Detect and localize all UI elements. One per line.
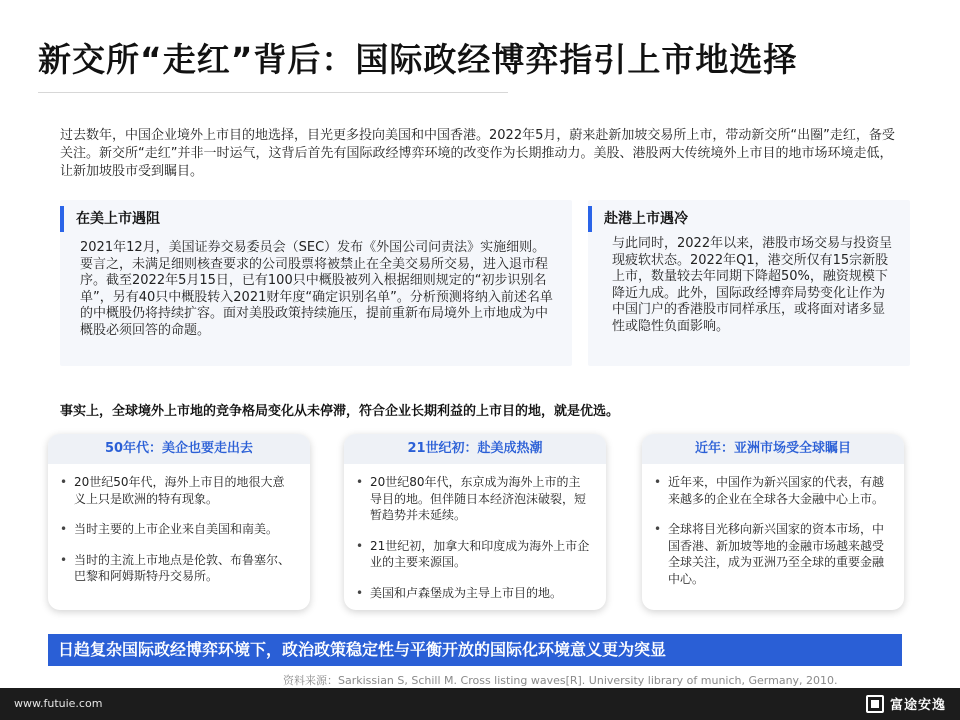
source-citation: 资料来源：Sarkissian S, Schill M. Cross listing waves[R]. University library of munich, Germany, 2010.	[283, 674, 838, 687]
list-item: • 21世纪初，加拿大和印度成为海外上市企业的主要来源国。	[356, 538, 590, 571]
era-card-heading: 近年：亚洲市场受全球瞩目	[642, 434, 904, 464]
list-item: • 20世纪80年代，东京成为海外上市的主导目的地。但伴随日本经济泡沫破裂，短暂趋势并未延续。	[356, 474, 590, 524]
footer-url[interactable]: www.futuie.com	[14, 697, 103, 710]
us-listing-panel	[60, 200, 572, 366]
us-listing-heading: 在美上市遇阻	[76, 211, 160, 227]
intro-paragraph: 过去数年，中国企业境外上市目的地选择，目光更多投向美国和中国香港。2022年5月，蔚来赴新加坡交易所上市，带动新交所“出圈”走红，备受关注。新交所“走红”并非一时运气，这背后首先有国际政经博弈环境的改变作为长期推动力。美股、港股两大传统境外上市目的地市场环境走低，让新加坡股市受到瞩目。	[60, 128, 895, 179]
footer-bar	[0, 688, 960, 720]
list-item: • 当时主要的上市企业来自美国和南美。	[60, 521, 294, 538]
panel-accent-bar	[60, 206, 64, 232]
era-card-heading: 50年代：美企也要走出去	[48, 434, 310, 464]
era-card-list	[344, 474, 606, 601]
list-item: • 美国和卢森堡成为主导上市目的地。	[356, 585, 590, 602]
list-item: • 近年来，中国作为新兴国家的代表，有越来越多的企业在全球各大金融中心上市。	[654, 474, 888, 507]
conclusion-banner: 日趋复杂国际政经博弈环境下，政治政策稳定性与平衡开放的国际化环境意义更为突显	[48, 634, 902, 666]
page-title: 新交所“走红”背后：国际政经博弈指引上市地选择	[38, 40, 798, 79]
hk-listing-heading: 赴港上市遇冷	[604, 211, 688, 227]
era-card-list	[48, 474, 310, 585]
us-listing-body: 2021年12月，美国证券交易委员会（SEC）发布《外国公司问责法》实施细则。要言之，未满足细则核查要求的公司股票将被禁止在全美交易所交易，进入退市程序。截至2022年5月15日，已有100只中概股被列入根据细则规定的“初步识别名单”，另有40只中概股转入2021财年度“确定识别名单”。分析预测将纳入前述名单的中概股仍将持续扩容。面对美股政策持续施压，提前重新布局境外上市地成为中概股必须回答的命题。	[80, 240, 553, 338]
era-card-recent	[642, 434, 904, 610]
list-item: • 当时的主流上市地点是伦敦、布鲁塞尔、巴黎和阿姆斯特丹交易所。	[60, 552, 294, 585]
brand-logo-icon	[866, 695, 884, 713]
era-card-list	[642, 474, 904, 587]
key-statement: 事实上，全球境外上市地的竞争格局变化从未停滞，符合企业长期利益的上市目的地，就是优选。	[60, 404, 620, 419]
brand-logo	[866, 694, 946, 713]
hk-listing-body: 与此同时，2022年以来，港股市场交易与投资呈现疲软状态。2022年Q1，港交所仅有15宗新股上市，数量较去年同期下降超50%，融资规模下降近九成。此外，国际政经博弈局势变化让作为中国门户的香港股市同样承压，或将面对诸多显性或隐性负面影响。	[612, 236, 893, 334]
title-divider	[38, 92, 508, 93]
list-item: • 全球将目光移向新兴国家的资本市场，中国香港、新加坡等地的金融市场越来越受全球关注，成为亚洲乃至全球的重要金融中心。	[654, 521, 888, 587]
hk-listing-panel	[588, 200, 910, 366]
brand-name: 富途安逸	[889, 698, 946, 713]
era-card-heading: 21世纪初：赴美成热潮	[344, 434, 606, 464]
panel-accent-bar	[588, 206, 592, 232]
era-card-1950s	[48, 434, 310, 610]
list-item: • 20世纪50年代，海外上市目的地很大意义上只是欧洲的特有现象。	[60, 474, 294, 507]
era-card-2000s	[344, 434, 606, 610]
